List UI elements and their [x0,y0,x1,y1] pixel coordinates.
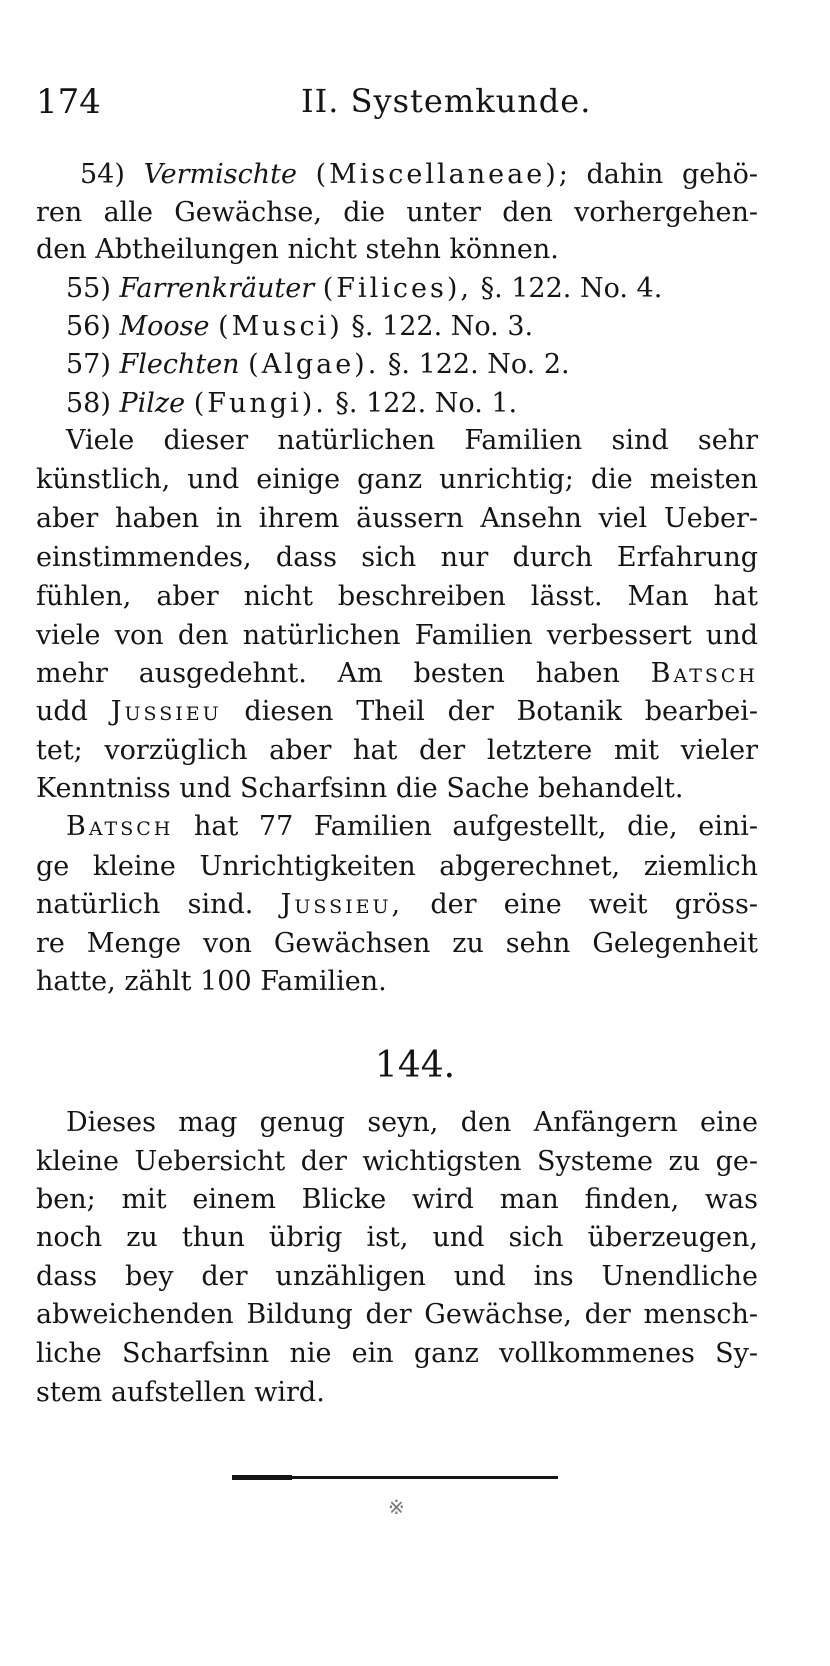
entry-55: 55) Farrenkräuter (Filices), §. 122. No. 4. [66,273,663,304]
text-line: den Abtheilungen nicht stehn können. [36,234,559,265]
entry-name: Vermischte [143,159,297,190]
entry-name: Farrenkräuter [119,273,315,304]
text-line: dass bey der unzähligen und ins Unendliche [36,1261,758,1292]
entry-name: Pilze [119,388,186,419]
text-line: abweichenden Bildung der Gewächse, der mensch- [36,1299,758,1330]
text-line: künstlich, und einige ganz unrichtig; die meisten [36,464,758,495]
entry-56: 56) Moose (Musci) §. 122. No. 3. [66,311,534,342]
author-name: Batsch [650,658,758,689]
text-line: viele von den natürlichen Familien verbessert und [36,620,758,651]
entry-57: 57) Flechten (Algae). §. 122. No. 2. [66,349,570,380]
text-line: fühlen, aber nicht beschreiben lässt. Man hat [36,581,758,612]
text-line: Kenntniss und Scharfsinn die Sache behandelt. [36,773,684,804]
text-line: stem aufstellen wird. [36,1377,325,1408]
text-line: aber haben in ihrem äussern Ansehn viel Ueber- [36,503,758,534]
text-line: ren alle Gewächse, die unter den vorhergehen- [36,197,758,228]
text-line: Dieses mag genug seyn, den Anfängern eine [66,1107,758,1138]
text-line: liche Scharfsinn nie ein ganz vollkommenes Sy- [36,1338,758,1369]
running-title: II. Systemkunde. [301,82,592,120]
author-name: Batsch [66,811,174,842]
text-line: Batsch hat 77 Familien aufgestellt, die, eini- [66,811,758,842]
entry-name: Flechten [119,349,240,380]
text-line: kleine Uebersicht der wichtigsten Systeme zu ge- [36,1146,758,1177]
author-name: Jussieu [110,696,222,727]
text-line: hatte, zählt 100 Familien. [36,966,387,997]
page-number: 174 [36,82,101,122]
text-line: udd Jussieu diesen Theil der Botanik bearbei- [36,696,759,727]
text-line: re Menge von Gewächsen zu sehn Gelegenheit [36,928,758,959]
text-line: noch zu thun übrig ist, und sich überzeugen, [36,1222,758,1253]
text-line: mehr ausgedehnt. Am besten haben Batsch [36,658,758,689]
entry-58: 58) Pilze (Fungi). §. 122. No. 1. [66,388,518,419]
entry-54: 54) Vermischte (Miscellaneae); dahin gehö- [80,159,758,190]
text-line: ge kleine Unrichtigkeiten abgerechnet, ziemlich [36,851,758,882]
entry-name: Moose [119,311,210,342]
ornament-mark: ※ [388,1495,405,1519]
text-line: einstimmendes, dass sich nur durch Erfahrung [36,542,758,573]
author-name: Jussieu, [280,889,404,920]
closing-rule-heavy [232,1475,292,1480]
text-line: natürlich sind. Jussieu, der eine weit gröss- [36,889,758,920]
text-line: tet; vorzüglich aber hat der letztere mit vieler [36,735,758,766]
page-header [36,82,790,122]
text-line: ben; mit einem Blicke wird man finden, was [36,1184,758,1215]
section-number: 144. [374,1045,456,1086]
text-line: Viele dieser natürlichen Familien sind sehr [66,425,758,456]
